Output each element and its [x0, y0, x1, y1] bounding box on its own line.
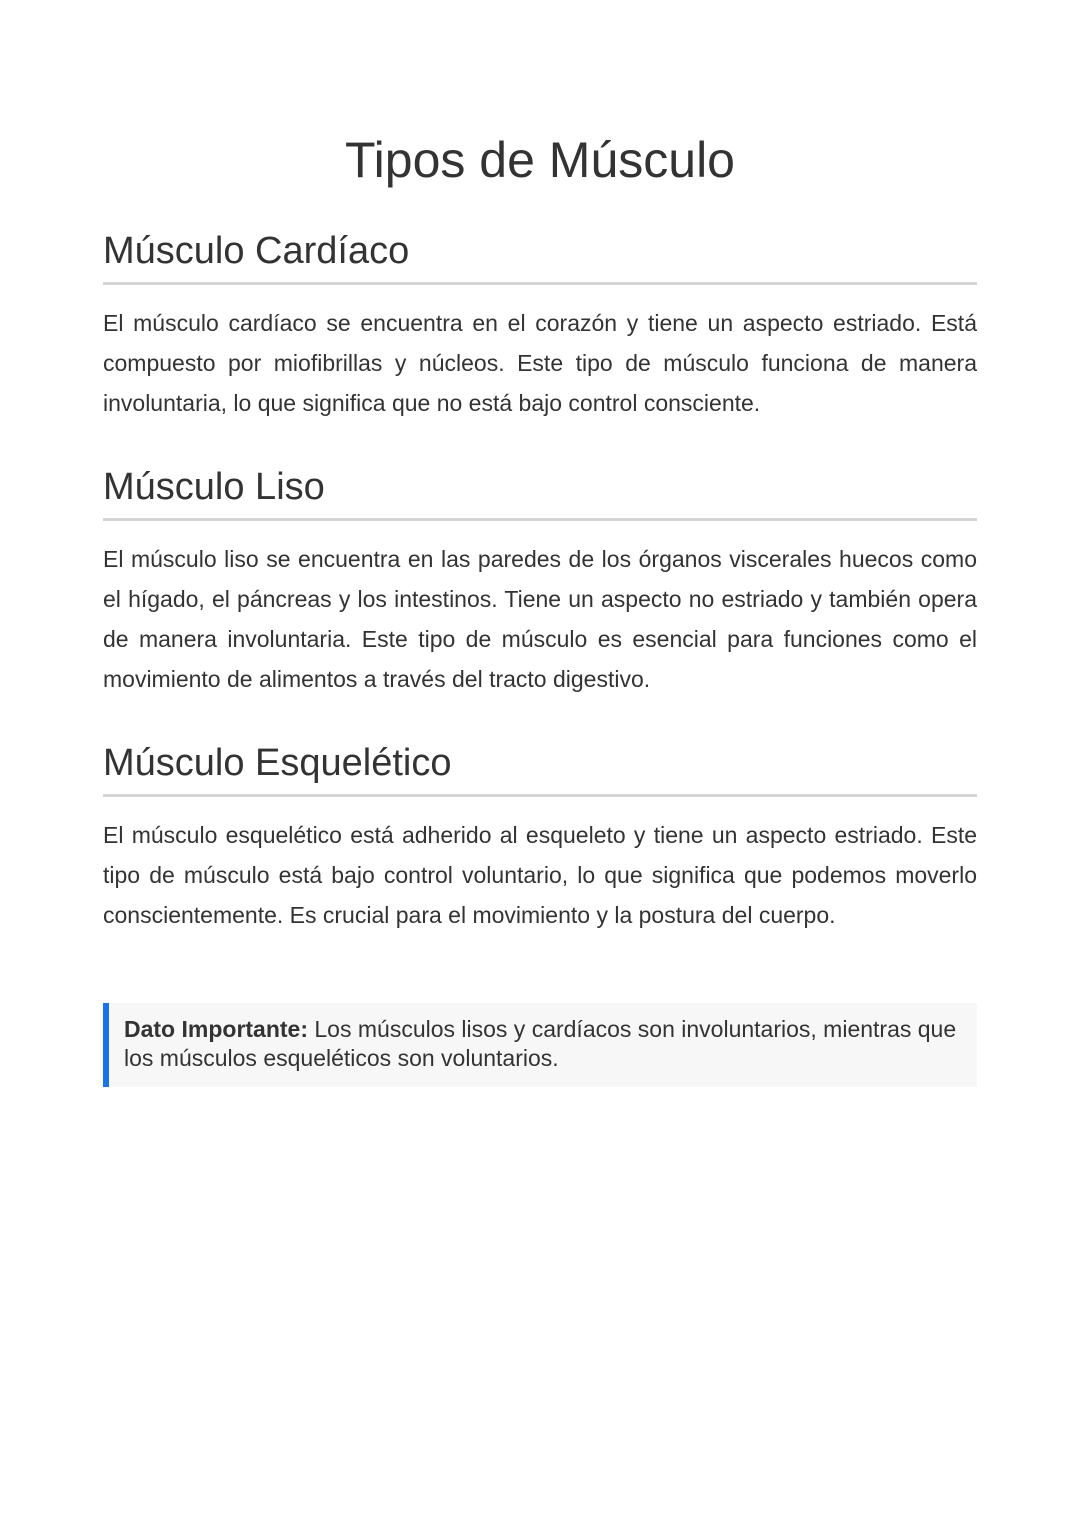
section-heading: Músculo Esquelético	[103, 740, 977, 797]
section-body: El músculo esquelético está adherido al esqueleto y tiene un aspecto estriado. Este tipo de músculo está bajo control voluntario, lo que significa que podemos moverlo conscientemente. Es crucial para el movimiento y la postura del cuerpo.	[103, 822, 977, 928]
callout-label: Dato Importante:	[124, 1016, 308, 1042]
section-cardiac	[103, 228, 977, 423]
section-heading: Músculo Liso	[103, 464, 977, 521]
important-note-callout	[103, 1003, 977, 1087]
section-skeletal	[103, 740, 977, 935]
section-smooth	[103, 464, 977, 699]
section-body: El músculo liso se encuentra en las paredes de los órganos viscerales huecos como el hígado, el páncreas y los intestinos. Tiene un aspecto no estriado y también opera de manera involuntaria. Este tipo de músculo es esencial para funciones como el movimiento de alimentos a través del tracto digestivo.	[103, 546, 977, 692]
page-title: Tipos de Músculo	[345, 132, 735, 188]
section-heading: Músculo Cardíaco	[103, 228, 977, 285]
section-body: El músculo cardíaco se encuentra en el corazón y tiene un aspecto estriado. Está compuesto por miofibrillas y núcleos. Este tipo de músculo funciona de manera involuntaria, lo que significa que no está bajo control consciente.	[103, 310, 977, 416]
callout-text: Los músculos lisos y cardíacos son involuntarios, mientras que los músculos esqueléticos son voluntarios.	[124, 1016, 957, 1071]
